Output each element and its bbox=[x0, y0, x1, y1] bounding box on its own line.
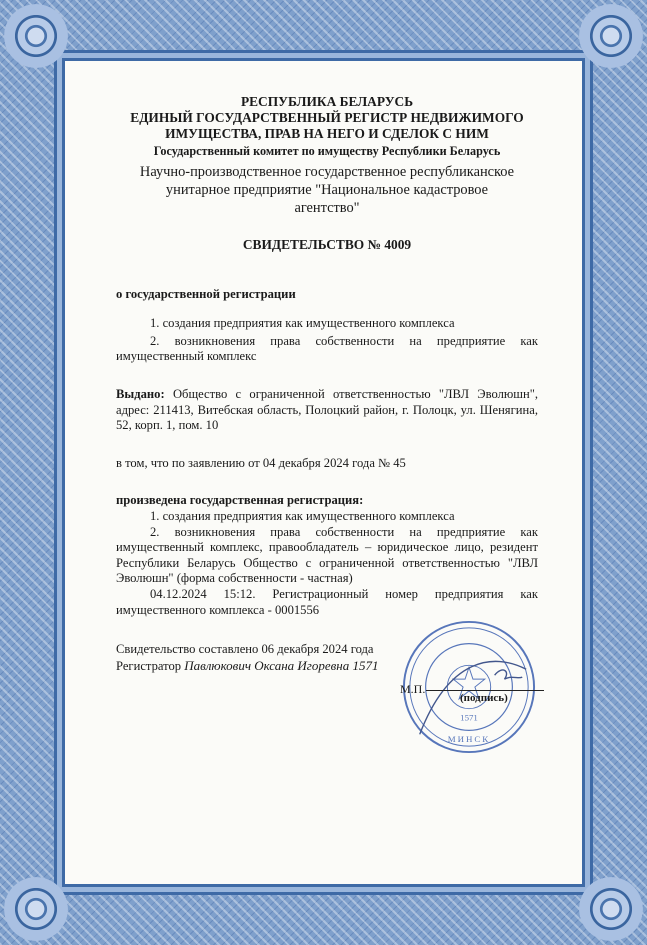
registrar-name: Павлюкович Оксана Игоревна 1571 bbox=[184, 657, 379, 673]
header-committee: Государственный комитет по имуществу Республики Беларусь bbox=[153, 144, 501, 158]
issued-to bbox=[116, 387, 538, 434]
subject-item-1: 1. создания предприятия как имущественного комплекса bbox=[150, 316, 455, 331]
mp-label: М.П. bbox=[400, 682, 426, 696]
header-org-line2: унитарное предприятие "Национальное кадастровое bbox=[165, 182, 489, 198]
corner-rosette-icon bbox=[4, 877, 68, 941]
corner-rosette-icon bbox=[579, 877, 643, 941]
registrar-label: Регистратор bbox=[116, 658, 182, 673]
header-country: РЕСПУБЛИКА БЕЛАРУСЬ bbox=[240, 94, 414, 109]
seal-number: 1571 bbox=[460, 712, 478, 723]
header-org-line1: Научно-производственное государственное республиканское bbox=[139, 164, 515, 180]
corner-rosette-icon bbox=[579, 4, 643, 68]
header-register-line1: ЕДИНЫЙ ГОСУДАРСТВЕННЫЙ РЕГИСТР НЕДВИЖИМОГО bbox=[130, 110, 524, 125]
signature-rule bbox=[426, 690, 544, 691]
performed-item-1: 1. создания предприятия как имущественного комплекса bbox=[150, 508, 455, 523]
issued-label: Выдано: bbox=[116, 386, 165, 401]
certificate-subject: о государственной регистрации bbox=[116, 286, 296, 301]
header-register-line2: ИМУЩЕСТВА, ПРАВ НА НЕГО И СДЕЛОК С НИМ bbox=[165, 126, 489, 141]
certificate-title: СВИДЕТЕЛЬСТВО № 4009 bbox=[242, 237, 412, 252]
performed-label: произведена государственная регистрация: bbox=[116, 493, 364, 508]
header-org-line3: агентство" bbox=[294, 200, 360, 216]
performed-item-2: 2. возникновения права собственности на предприятие как имущественный комплекс, правообладатель – юридическое лицо, резидент Республики Беларусь Общество с ограниченной ответственностью "ЛВЛ Эволюшн" (форма собственности - частная) bbox=[116, 524, 538, 586]
corner-rosette-icon bbox=[4, 4, 68, 68]
compiled-date: Свидетельство составлено 06 декабря 2024 года bbox=[116, 642, 374, 657]
seal-city: МИНСК bbox=[447, 734, 491, 745]
certificate-body bbox=[116, 94, 538, 674]
performed-item-3: 04.12.2024 15:12. Регистрационный номер предприятия как имущественного комплекса - 0001556 bbox=[116, 586, 538, 617]
issued-text: Общество с ограниченной ответственностью "ЛВЛ Эволюшн", адрес: 211413, Витебская область, Полоцкий район, г. Полоцк, ул. Шенягина, 52, корп. 1, пом. 10 bbox=[116, 386, 539, 433]
signature-label: (подпись) bbox=[460, 692, 508, 704]
statement: в том, что по заявлению от 04 декабря 2024 года № 45 bbox=[116, 455, 406, 470]
subject-item-2: 2. возникновения права собственности на предприятие как имущественный комплекс bbox=[116, 333, 538, 364]
